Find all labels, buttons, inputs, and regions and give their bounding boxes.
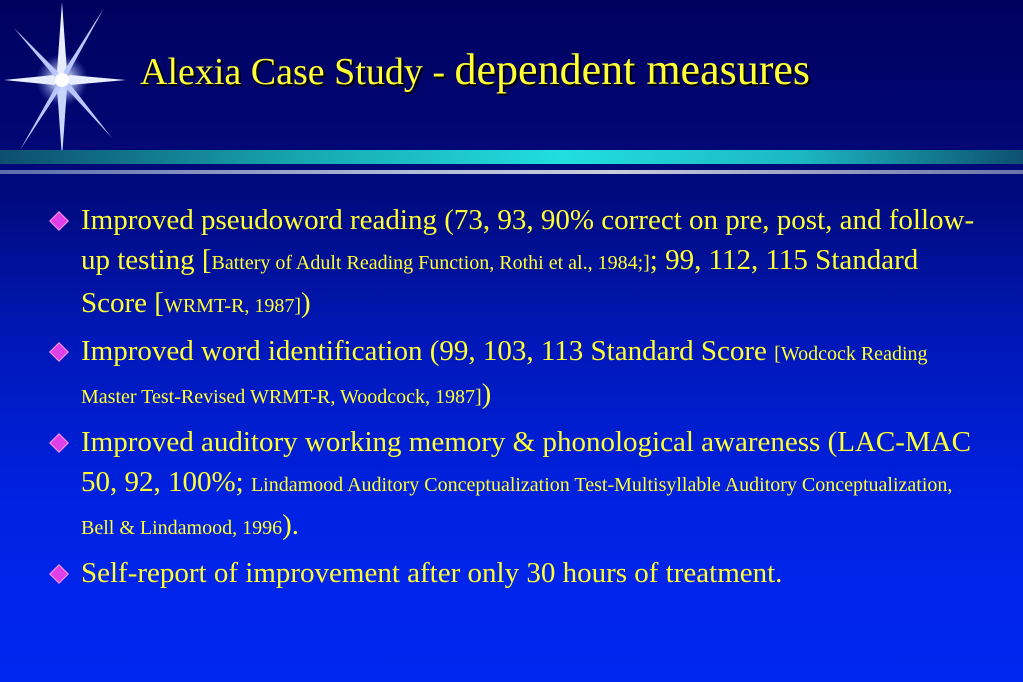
- diamond-bullet-icon: [49, 564, 69, 584]
- bullet-text: Improved pseudoword reading (73, 93, 90% correct on pre, post, and follow-up testing [: [81, 204, 975, 276]
- bullet-text: Improved word identification (99, 103, 113 Standard Score: [81, 335, 775, 367]
- bullet-text: ).: [282, 509, 300, 541]
- starburst-icon: [0, 0, 130, 160]
- bullet-text: ; 99, 112, 115 Standard Score [: [81, 244, 919, 319]
- bullet-item: [50, 200, 980, 326]
- bullet-text: ): [300, 287, 311, 319]
- title-divider-thin: [0, 170, 1023, 174]
- bullet-reference: [Wodcock Reading Master Test-Revised WRMT-R, Woodcock, 1987]: [81, 343, 928, 408]
- diamond-bullet-icon: [49, 211, 69, 231]
- diamond-bullet-icon: [49, 342, 69, 362]
- title-part-1: Alexia Case Study -: [140, 51, 455, 93]
- bullet-item: [50, 553, 980, 593]
- bullet-text: ): [481, 378, 492, 410]
- bullet-list: [50, 200, 980, 598]
- bullet-text: Self-report of improvement after only 30 hours of treatment.: [81, 557, 783, 589]
- bullet-reference: WRMT-R, 1987]: [163, 295, 301, 317]
- diamond-bullet-icon: [49, 433, 69, 453]
- bullet-item: [50, 422, 980, 548]
- bullet-text: Improved auditory working memory & phonological awareness (LAC-MAC 50, 92, 100%;: [81, 426, 971, 498]
- title-part-2: dependent measures: [454, 45, 811, 94]
- bullet-reference: Lindamood Auditory Conceptualization Test-Multisyllable Auditory Conceptualization, Bell & Lindamood, 1996: [81, 474, 953, 539]
- bullet-item: [50, 331, 980, 417]
- title-divider: [0, 150, 1023, 164]
- slide-title: [140, 40, 1000, 103]
- bullet-reference: Battery of Adult Reading Function, Rothi et al., 1984;]: [211, 252, 650, 274]
